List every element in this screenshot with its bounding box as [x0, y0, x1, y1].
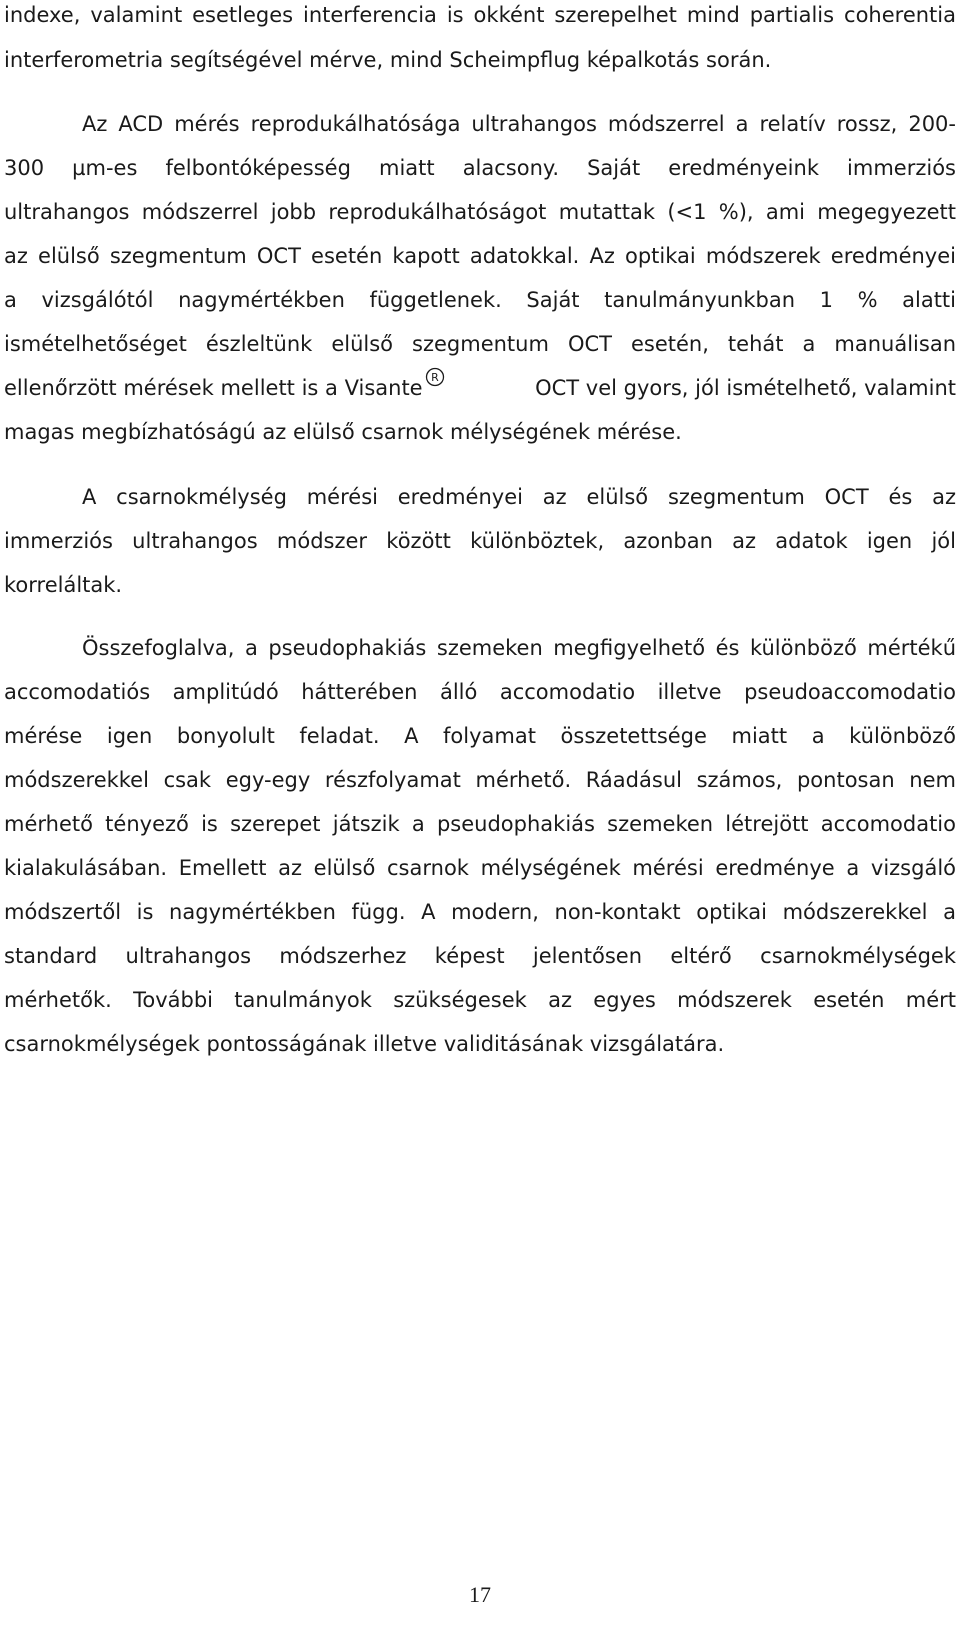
- paragraph-3-line-2: immerziós ultrahangos módszer között különböztek, azonban az adatok igen jól: [4, 529, 956, 553]
- paragraph-2-line-4: az elülső szegmentum OCT esetén kapott adatokkal. Az optikai módszerek eredményei: [4, 244, 956, 268]
- paragraph-4-line-4: módszerekkel csak egy-egy részfolyamat mérhető. Ráadásul számos, pontosan nem: [4, 768, 956, 792]
- paragraph-2-line-1: Az ACD mérés reprodukálhatósága ultrahangos módszerrel a relatív rossz, 200-: [82, 112, 956, 136]
- paragraph-2-line-3: ultrahangos módszerrel jobb reprodukálhatóságot mutattak (<1 %), ami megegyezett: [4, 200, 956, 224]
- registered-trademark-icon: [425, 373, 447, 393]
- paragraph-2-line-2: 300 µm-es felbontóképesség miatt alacsony. Saját eredményeink immerziós: [4, 156, 956, 180]
- paragraph-2-line-8: magas megbízhatóságú az elülső csarnok mélységének mérése.: [4, 420, 682, 444]
- svg-text:R: R: [430, 371, 439, 384]
- paragraph-4-line-5: mérhető tényező is szerepet játszik a pseudophakiás szemeken létrejött accomodatio: [4, 812, 956, 836]
- visante-text: ellenőrzött mérések mellett is a Visante R: [4, 373, 447, 403]
- paragraph-4-line-8: standard ultrahangos módszerhez képest jelentősen eltérő csarnokmélységek: [4, 944, 956, 968]
- paragraph-2-line-6: ismételhetőséget észleltünk elülső szegmentum OCT esetén, tehát a manuálisan: [4, 332, 956, 356]
- paragraph-3-line-1: A csarnokmélység mérési eredményei az elülső szegmentum OCT és az: [82, 485, 956, 509]
- paragraph-4-line-6: kialakulásában. Emellett az elülső csarnok mélységének mérési eredménye a vizsgáló: [4, 856, 956, 880]
- paragraph-4-line-9: mérhetők. További tanulmányok szükségesek az egyes módszerek esetén mért: [4, 988, 956, 1012]
- paragraph-1-line-2: interferometria segítségével mérve, mind Scheimpflug képalkotás során.: [4, 48, 772, 72]
- paragraph-3-line-3: korreláltak.: [4, 573, 123, 597]
- paragraph-1-line-1: indexe, valamint esetleges interferencia is okként szerepelhet mind partialis coherentia: [4, 3, 956, 27]
- paragraph-2-line-5: a vizsgálótól nagymértékben függetlenek. Saját tanulmányunkban 1 % alatti: [4, 288, 956, 312]
- paragraph-4-line-10: csarnokmélységek pontosságának illetve validitásának vizsgálatára.: [4, 1032, 725, 1056]
- paragraph-4-line-2: accomodatiós amplitúdó hátterében álló accomodatio illetve pseudoaccomodatio: [4, 680, 956, 704]
- paragraph-4-line-1: Összefoglalva, a pseudophakiás szemeken megfigyelhető és különböző mértékű: [82, 636, 956, 660]
- paragraph-4-line-7: módszertől is nagymértékben függ. A modern, non-kontakt optikai módszerekkel a: [4, 900, 956, 924]
- paragraph-2-line-7: [4, 373, 956, 403]
- page-number: 17: [469, 1582, 491, 1607]
- visante-suffix-text: OCT vel gyors, jól ismételhető, valamint: [535, 376, 956, 400]
- paragraph-4-line-3: mérése igen bonyolult feladat. A folyamat összetettsége miatt a különböző: [4, 724, 956, 748]
